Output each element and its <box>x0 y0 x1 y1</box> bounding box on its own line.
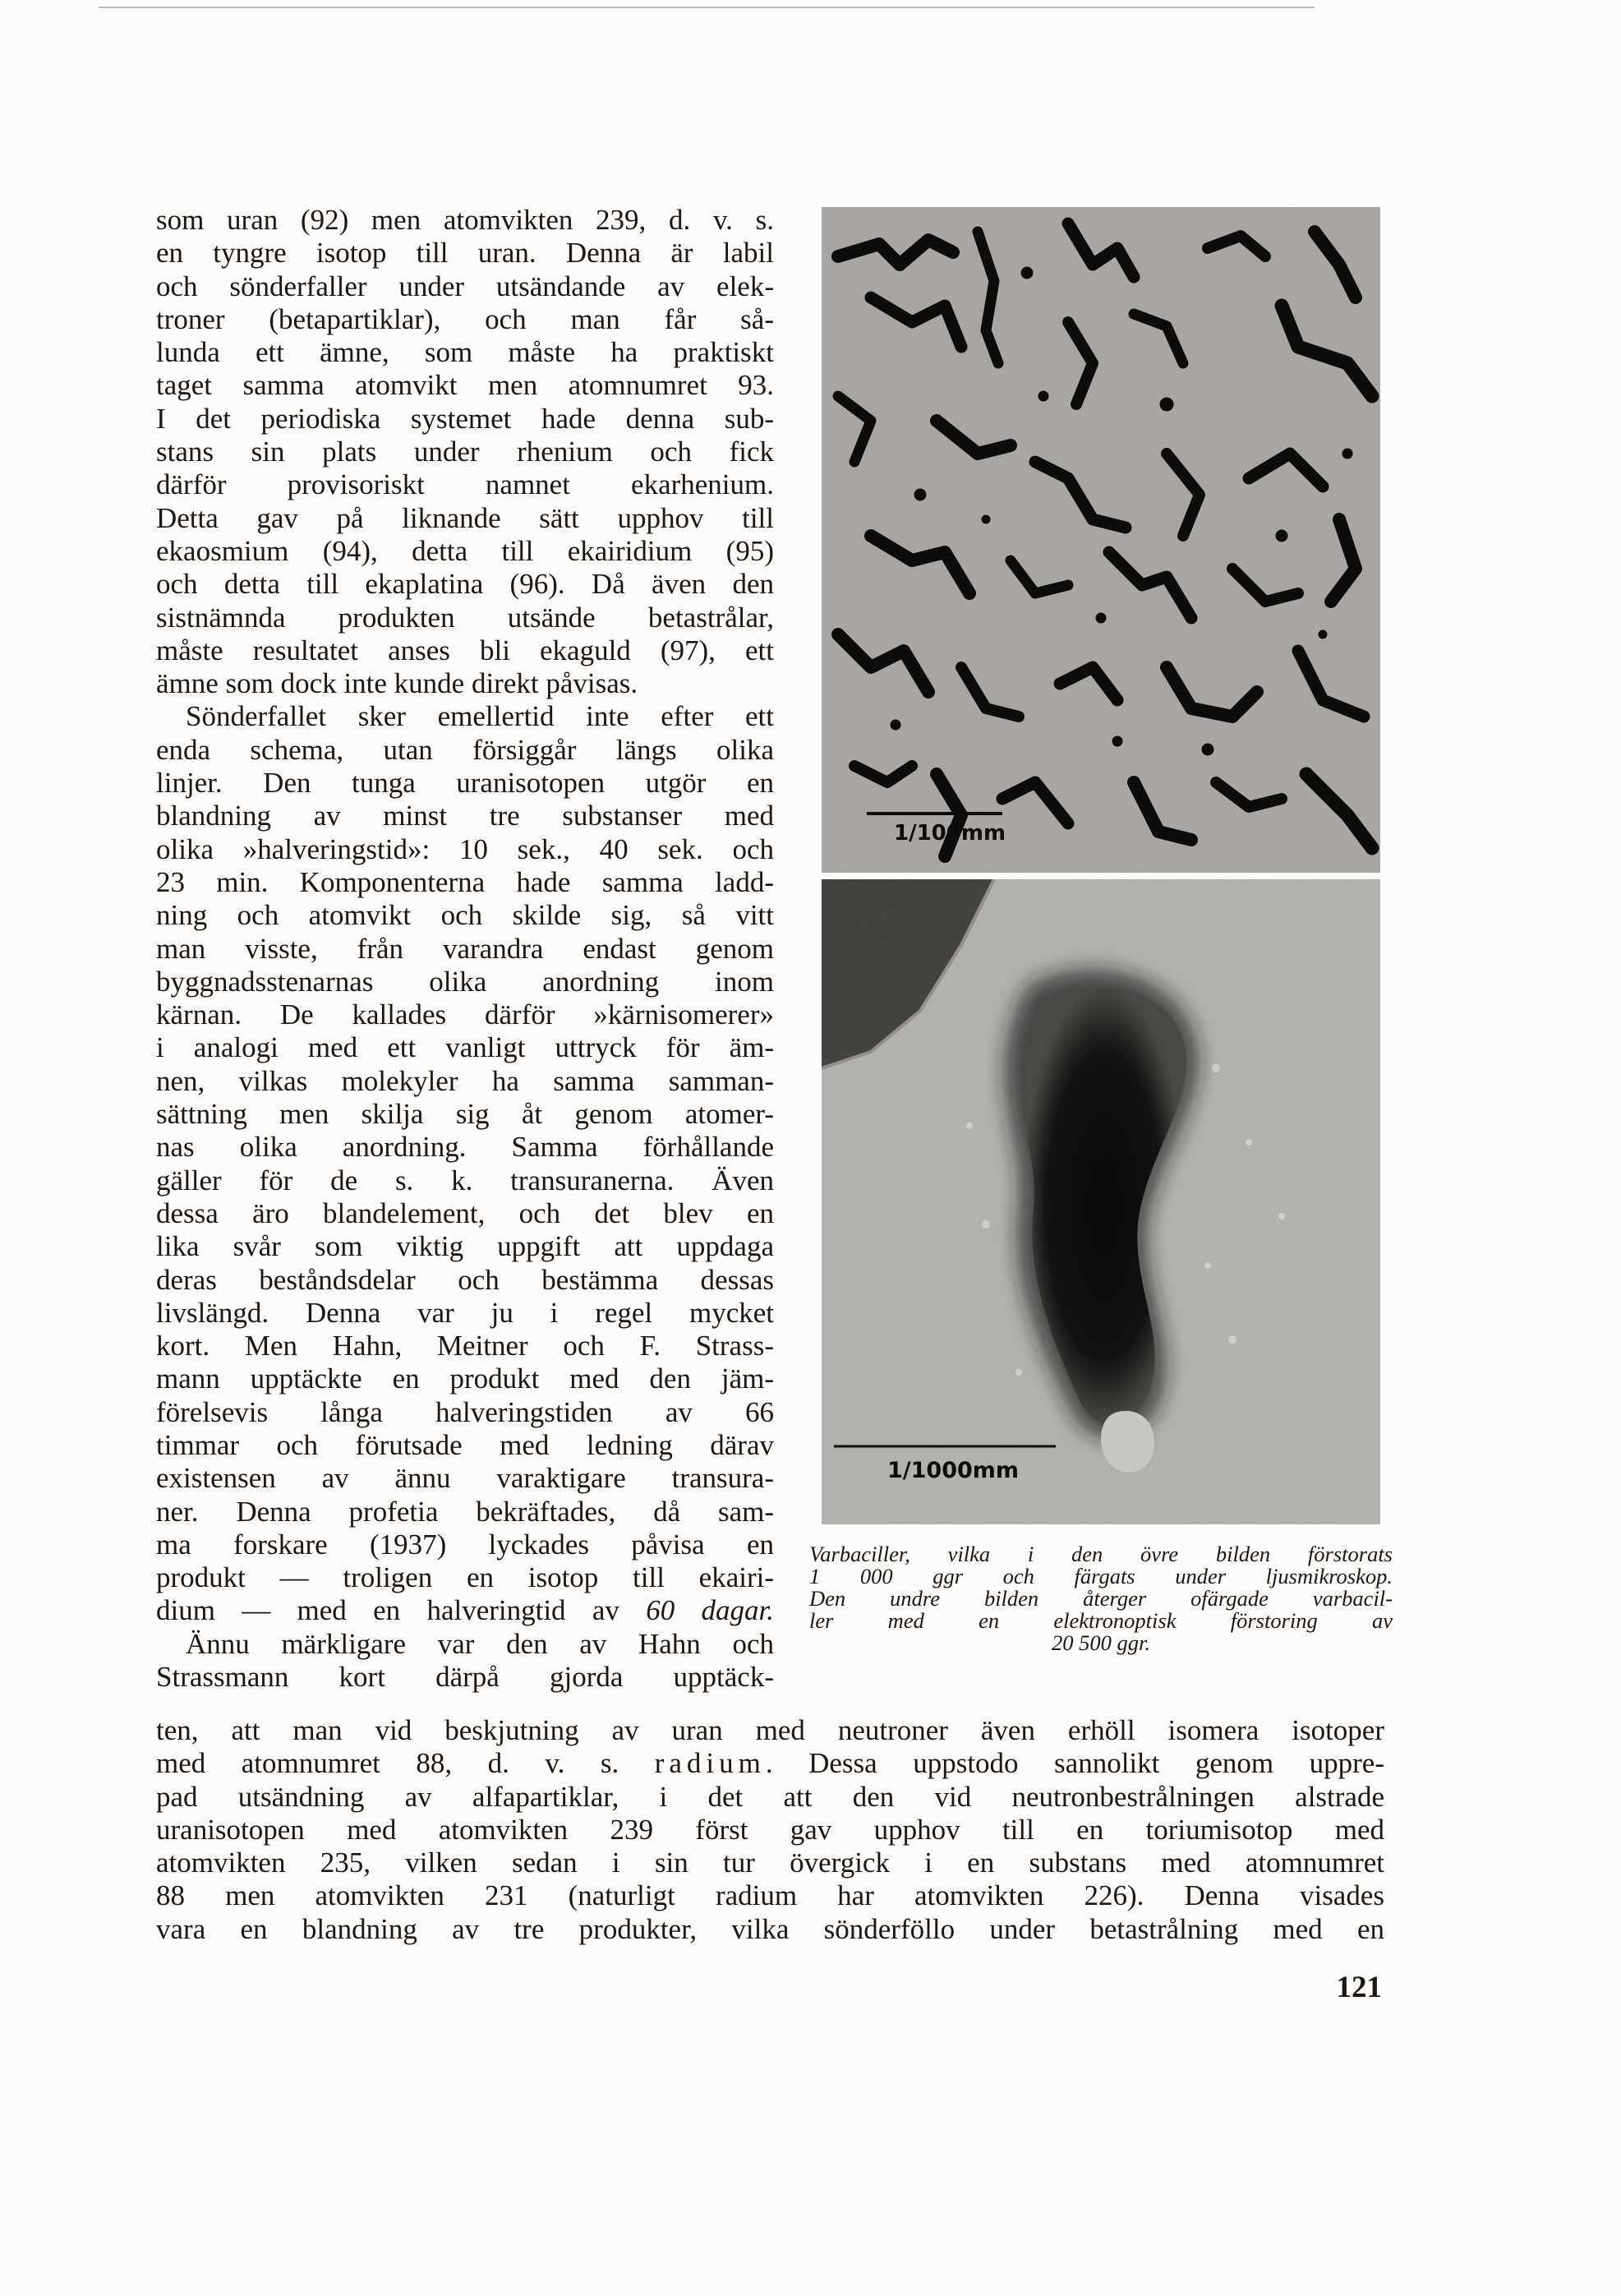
text-line: lika svår som viktig uppgift att uppdaga <box>156 1230 774 1263</box>
text-line: gäller för de s. k. transuranerna. Även <box>156 1164 774 1196</box>
micrograph-light-microscope <box>822 207 1380 873</box>
text-line: Detta gav på liknande sätt upphov till <box>156 501 774 534</box>
text-line: vara en blandning av tre produkter, vilka sönderföllo under betastrålning med en <box>156 1912 1384 1945</box>
text-line: ma forskare (1937) lyckades påvisa en <box>156 1528 774 1561</box>
text-line: timmar och förutsade med ledning därav <box>156 1428 774 1461</box>
italic-text: 60 dagar. <box>646 1594 774 1627</box>
text-run: med atomnumret 88, d. v. s. <box>156 1747 655 1780</box>
micrograph-electron-microscope <box>822 879 1380 1524</box>
text-line: Strassmann kort därpå gjorda upptäck- <box>156 1661 774 1694</box>
text-line: livslängd. Denna var ju i regel mycket <box>156 1296 774 1329</box>
text-line: en tyngre isotop till uran. Denna är labil <box>156 237 774 270</box>
caption-line: Den undre bilden återger ofärgade varbacil- <box>809 1586 1393 1611</box>
paragraph-2 <box>156 700 774 1627</box>
text-line: atomvikten 235, vilken sedan i sin tur övergick i en substans med atomnumret <box>156 1846 1384 1879</box>
text-line: därför provisoriskt namnet ekarhenium. <box>156 468 774 501</box>
text-line: ämne som dock inte kunde direkt påvisas. <box>156 667 638 700</box>
text-line: kort. Men Hahn, Meitner och F. Strass- <box>156 1330 774 1362</box>
text-line: ten, att man vid beskjutning av uran med neutroner även erhöll isomera isotoper <box>156 1714 1384 1746</box>
text-line: Ännu märkligare var den av Hahn och <box>186 1627 774 1660</box>
text-line: i analogi med ett vanligt uttryck för äm- <box>156 1031 774 1064</box>
text-run: . Dessa uppstodo sannolikt genom uppre- <box>765 1747 1384 1780</box>
text-line: kärnan. De kallades därför »kärnisomerer» <box>156 998 774 1031</box>
left-column-text <box>156 204 774 1694</box>
text-line: dessa äro blandelement, och det blev en <box>156 1196 774 1229</box>
text-line: nen, vilkas molekyler ha samma samman- <box>156 1064 774 1097</box>
figure-caption <box>809 1543 1393 1654</box>
text-line: Sönderfallet sker emellertid inte efter ett <box>186 700 774 733</box>
caption-line: 1 000 ggr och färgats under ljusmikroskop. <box>809 1564 1393 1588</box>
full-width-text <box>156 1714 1384 1946</box>
text-line: olika »halveringstid»: 10 sek., 40 sek. och <box>156 832 774 865</box>
text-line: som uran (92) men atomvikten 239, d. v. s. <box>156 204 774 236</box>
text-line: man visste, från varandra endast genom <box>156 932 774 965</box>
text-line <box>156 1747 1384 1780</box>
text-line: pad utsändning av alfapartiklar, i det att den vid neutronbestrålningen alstrade <box>156 1780 1384 1813</box>
top-rule <box>99 7 1315 8</box>
paragraph-3 <box>156 1628 774 1694</box>
page-number: 121 <box>1336 1971 1382 2004</box>
text-line: ner. Denna profetia bekräftades, då sam- <box>156 1495 774 1528</box>
caption-line: 20 500 ggr. <box>1051 1630 1150 1655</box>
text-line: enda schema, utan försiggår längs olika <box>156 733 774 766</box>
caption-line: Varbaciller, vilka i den övre bilden förstorats <box>809 1542 1393 1566</box>
text-line: mann upptäckte en produkt med den jäm- <box>156 1362 774 1395</box>
text-line: måste resultatet anses bli ekaguld (97), ett <box>156 634 774 666</box>
text-line: deras beståndsdelar och bestämma dessas <box>156 1263 774 1296</box>
text-line: sistnämnda produkten utsände betastrålar, <box>156 601 774 634</box>
text-line: uranisotopen med atomvikten 239 först gav upphov till en toriumisotop med <box>156 1813 1384 1846</box>
text-line: sättning men skilja sig åt genom atomer- <box>156 1098 774 1131</box>
text-line: stans sin plats under rhenium och fick <box>156 436 774 468</box>
text-line: linjer. Den tunga uranisotopen utgör en <box>156 767 774 800</box>
text-line: 23 min. Komponenterna hade samma ladd- <box>156 865 774 898</box>
spaced-word: radium <box>654 1747 766 1780</box>
text-line <box>156 1594 774 1627</box>
text-line: produkt — troligen en isotop till ekairi- <box>156 1561 774 1594</box>
text-line: ning och atomvikt och skilde sig, så vitt <box>156 899 774 932</box>
micrograph-upper-image <box>822 207 1380 873</box>
text-line: blandning av minst tre substanser med <box>156 800 774 832</box>
micrograph-lower-image <box>822 879 1380 1524</box>
text-line: och detta till ekaplatina (96). Då även den <box>156 568 774 601</box>
text-line: förelsevis långa halveringstiden av 66 <box>156 1395 774 1428</box>
text-run: dium — med en halveringtid av <box>156 1594 647 1627</box>
scale-bar-label: 1/100mm <box>894 821 1006 846</box>
text-line: och sönderfaller under utsändande av elek- <box>156 270 774 302</box>
text-line: taget samma atomvikt men atomnumret 93. <box>156 369 774 402</box>
text-line: byggnadsstenarnas olika anordning inom <box>156 965 774 998</box>
text-line: 88 men atomvikten 231 (naturligt radium har atomvikten 226). Denna visades <box>156 1879 1384 1912</box>
paragraph-1 <box>156 204 774 700</box>
text-line: lunda ett ämne, som måste ha praktiskt <box>156 336 774 369</box>
text-line: nas olika anordning. Samma förhållande <box>156 1131 774 1164</box>
text-line: I det periodiska systemet hade denna sub- <box>156 402 774 435</box>
text-line: existensen av ännu varaktigare transura- <box>156 1462 774 1495</box>
caption-line: ler med en elektronoptisk förstoring av <box>809 1608 1393 1633</box>
text-line: troner (betapartiklar), och man får så- <box>156 302 774 335</box>
text-line: ekaosmium (94), detta till ekairidium (95) <box>156 534 774 567</box>
scale-bar-label: 1/1000mm <box>887 1458 1020 1483</box>
